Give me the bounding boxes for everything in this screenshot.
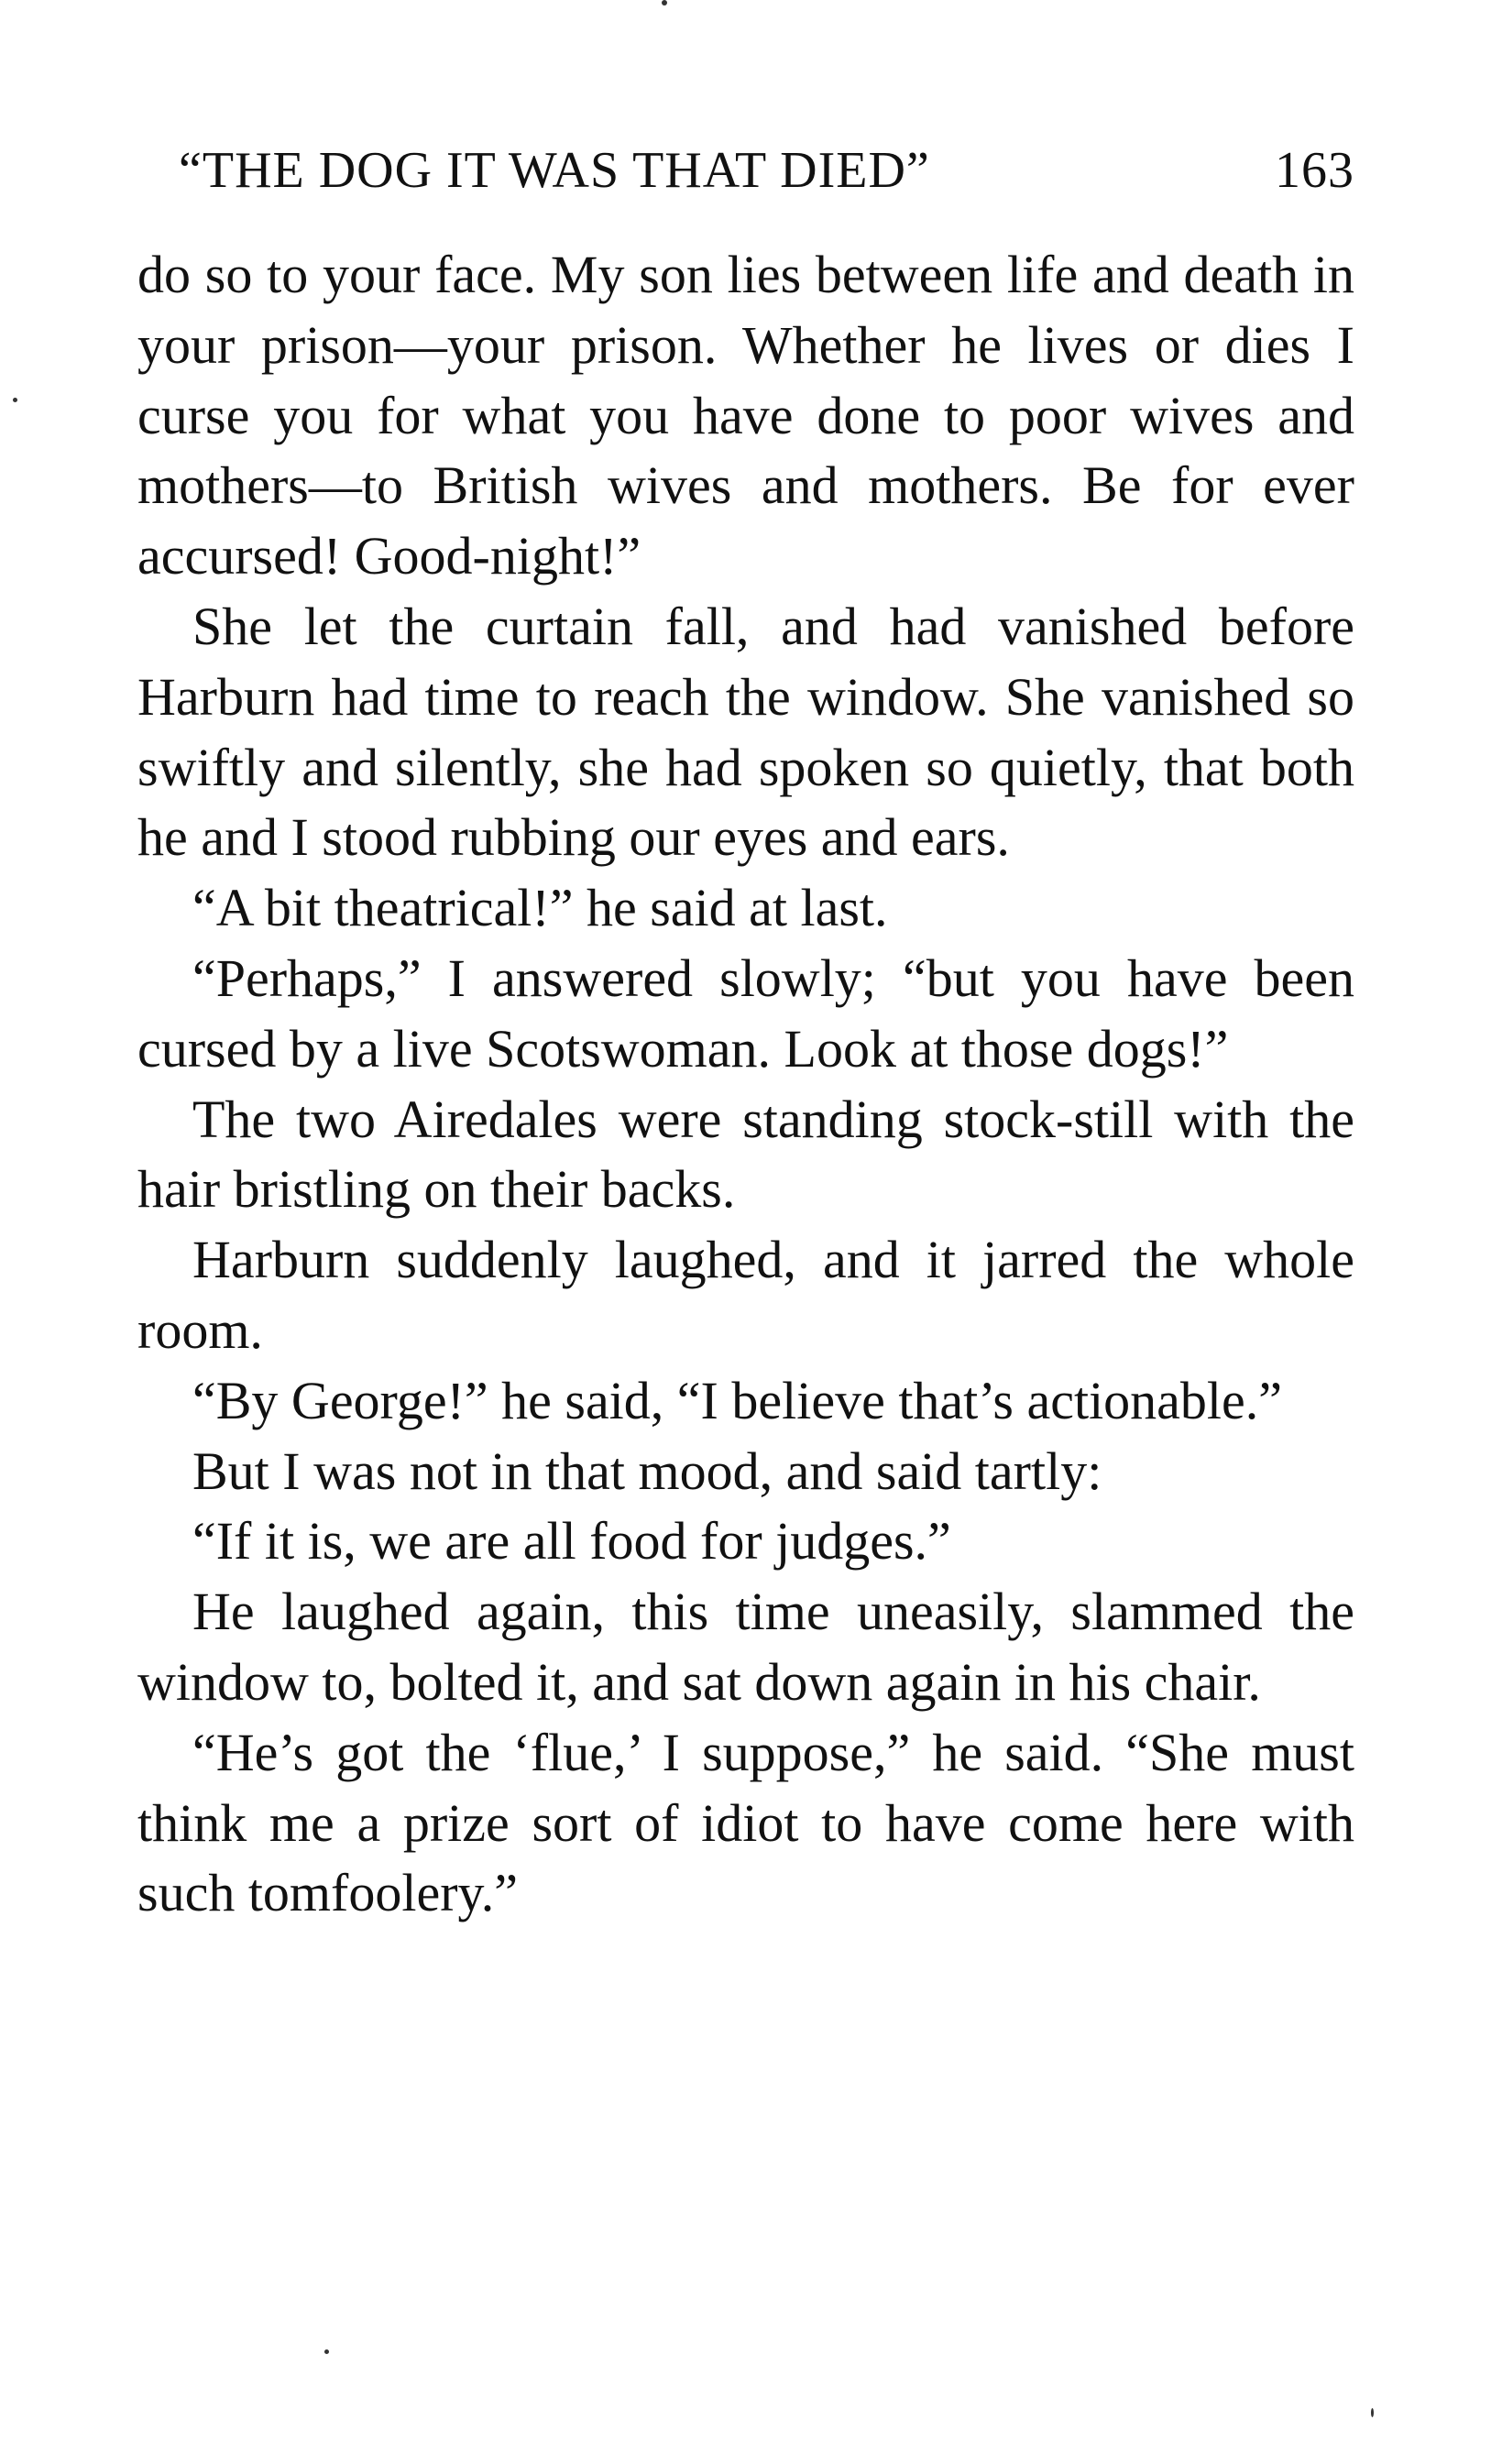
paragraph: “He’s got the ‘flue,’ I suppose,” he said. “She must think me a prize sort of idiot to have come here with such tomfoolery.”	[137, 1722, 1354, 1923]
page-header	[179, 134, 1354, 207]
print-speck	[1371, 2408, 1374, 2417]
paragraph: “Perhaps,” I answered slowly; “but you have been cursed by a live Scotswoman. Look at those dogs!”	[137, 947, 1354, 1079]
paragraph: “By George!” he said, “I believe that’s actionable.”	[192, 1370, 1283, 1430]
paragraph: do so to your face. My son lies between life and death in your prison—your prison. Whether he lives or dies I curse you for what you have done to poor wives and mothers—to British wives and mothers. Be for ever accursed! Good-night!”	[137, 245, 1354, 586]
print-speck	[13, 398, 17, 402]
paragraph: The two Airedales were standing stock-still with the hair bristling on their backs.	[137, 1089, 1354, 1220]
running-head: “THE DOG IT WAS THAT DIED”	[179, 142, 930, 199]
paragraph: “If it is, we are all food for judges.”	[192, 1511, 951, 1571]
paragraph: But I was not in that mood, and said tartly:	[192, 1440, 1102, 1501]
body-text	[137, 240, 1354, 1929]
paragraph: He laughed again, this time uneasily, slammed the window to, bolted it, and sat down again in his chair.	[137, 1582, 1354, 1712]
page-number: 163	[1275, 142, 1354, 199]
paragraph: “A bit theatrical!” he said at last.	[192, 878, 888, 938]
print-speck	[324, 2349, 329, 2354]
paragraph: She let the curtain fall, and had vanished before Harburn had time to reach the window. She vanished so swiftly and silently, she had spoken so quietly, that both he and I stood rubbing our eyes and ears.	[137, 596, 1354, 868]
paragraph: Harburn suddenly laughed, and it jarred the whole room.	[137, 1230, 1354, 1360]
print-speck	[662, 0, 667, 5]
